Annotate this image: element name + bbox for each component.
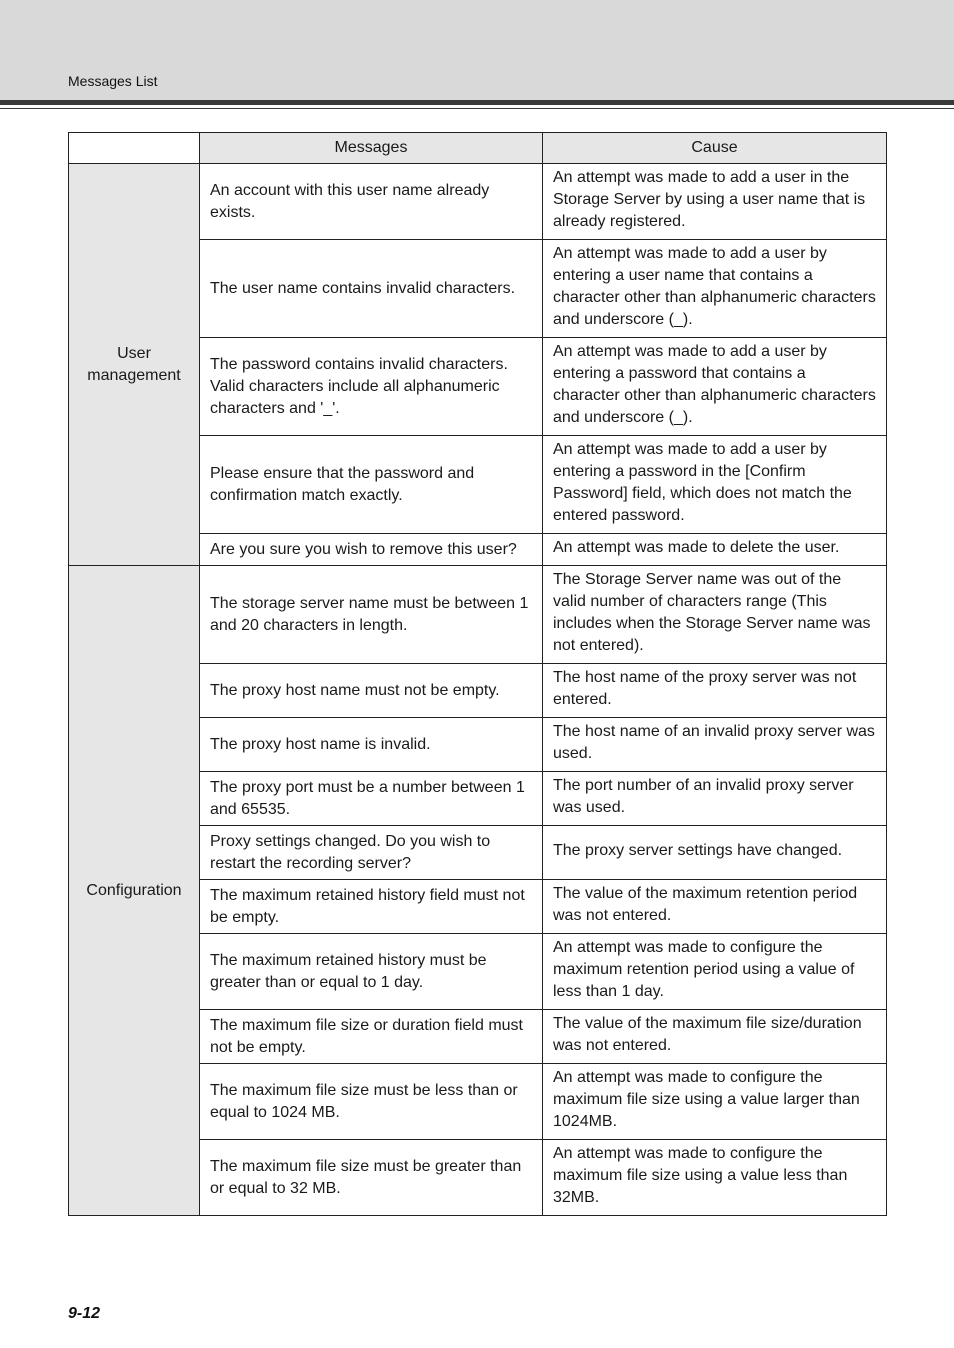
cause-cell: An attempt was made to add a user by entering a password that contains a character other than alphanumeric characters and underscore (_). xyxy=(543,338,887,436)
message-cell: The maximum retained history field must not be empty. xyxy=(200,880,543,934)
section-title: Messages List xyxy=(68,73,158,89)
column-header-category xyxy=(69,133,200,164)
cause-cell: An attempt was made to add a user in the Storage Server by using a user name that is already registered. xyxy=(543,164,887,240)
cause-cell: The port number of an invalid proxy server was used. xyxy=(543,772,887,826)
message-cell: An account with this user name already exists. xyxy=(200,164,543,240)
message-cell: Are you sure you wish to remove this user? xyxy=(200,534,543,566)
message-cell: The maximum retained history must be greater than or equal to 1 day. xyxy=(200,934,543,1010)
table-row xyxy=(69,566,887,664)
category-cell-user-management: User management xyxy=(69,164,200,566)
table-header-row xyxy=(69,133,887,164)
cause-cell: The Storage Server name was out of the valid number of characters range (This includes when the Storage Server name was not entered). xyxy=(543,566,887,664)
cause-cell: The host name of an invalid proxy server was used. xyxy=(543,718,887,772)
table-row xyxy=(69,164,887,240)
message-cell: The user name contains invalid characters. xyxy=(200,240,543,338)
message-cell: The proxy host name is invalid. xyxy=(200,718,543,772)
cause-cell: An attempt was made to configure the maximum file size using a value larger than 1024MB. xyxy=(543,1064,887,1140)
cause-cell: The value of the maximum file size/duration was not entered. xyxy=(543,1010,887,1064)
message-cell: The storage server name must be between 1 and 20 characters in length. xyxy=(200,566,543,664)
cause-cell: The proxy server settings have changed. xyxy=(543,826,887,880)
cause-cell: An attempt was made to add a user by entering a password in the [Confirm Password] field, which does not match the entered password. xyxy=(543,436,887,534)
header-rule-thin xyxy=(0,108,954,109)
message-cell: The maximum file size must be greater than or equal to 32 MB. xyxy=(200,1140,543,1216)
column-header-messages: Messages xyxy=(200,133,543,164)
message-cell: The proxy host name must not be empty. xyxy=(200,664,543,718)
message-cell: Proxy settings changed. Do you wish to restart the recording server? xyxy=(200,826,543,880)
cause-cell: The host name of the proxy server was not entered. xyxy=(543,664,887,718)
category-cell-configuration: Configuration xyxy=(69,566,200,1216)
cause-cell: The value of the maximum retention period was not entered. xyxy=(543,880,887,934)
message-cell: The maximum file size or duration field must not be empty. xyxy=(200,1010,543,1064)
message-cell: The maximum file size must be less than or equal to 1024 MB. xyxy=(200,1064,543,1140)
cause-cell: An attempt was made to add a user by entering a user name that contains a character other than alphanumeric characters and underscore (_). xyxy=(543,240,887,338)
page-number: 9-12 xyxy=(68,1305,101,1322)
cause-cell: An attempt was made to delete the user. xyxy=(543,534,887,566)
message-cell: The password contains invalid characters. Valid characters include all alphanumeric characters and '_'. xyxy=(200,338,543,436)
message-cell: Please ensure that the password and confirmation match exactly. xyxy=(200,436,543,534)
cause-cell: An attempt was made to configure the maximum retention period using a value of less than 1 day. xyxy=(543,934,887,1010)
cause-cell: An attempt was made to configure the maximum file size using a value less than 32MB. xyxy=(543,1140,887,1216)
column-header-cause: Cause xyxy=(543,133,887,164)
message-cell: The proxy port must be a number between 1 and 65535. xyxy=(200,772,543,826)
messages-table xyxy=(68,132,887,1216)
header-rule-thick xyxy=(0,100,954,105)
